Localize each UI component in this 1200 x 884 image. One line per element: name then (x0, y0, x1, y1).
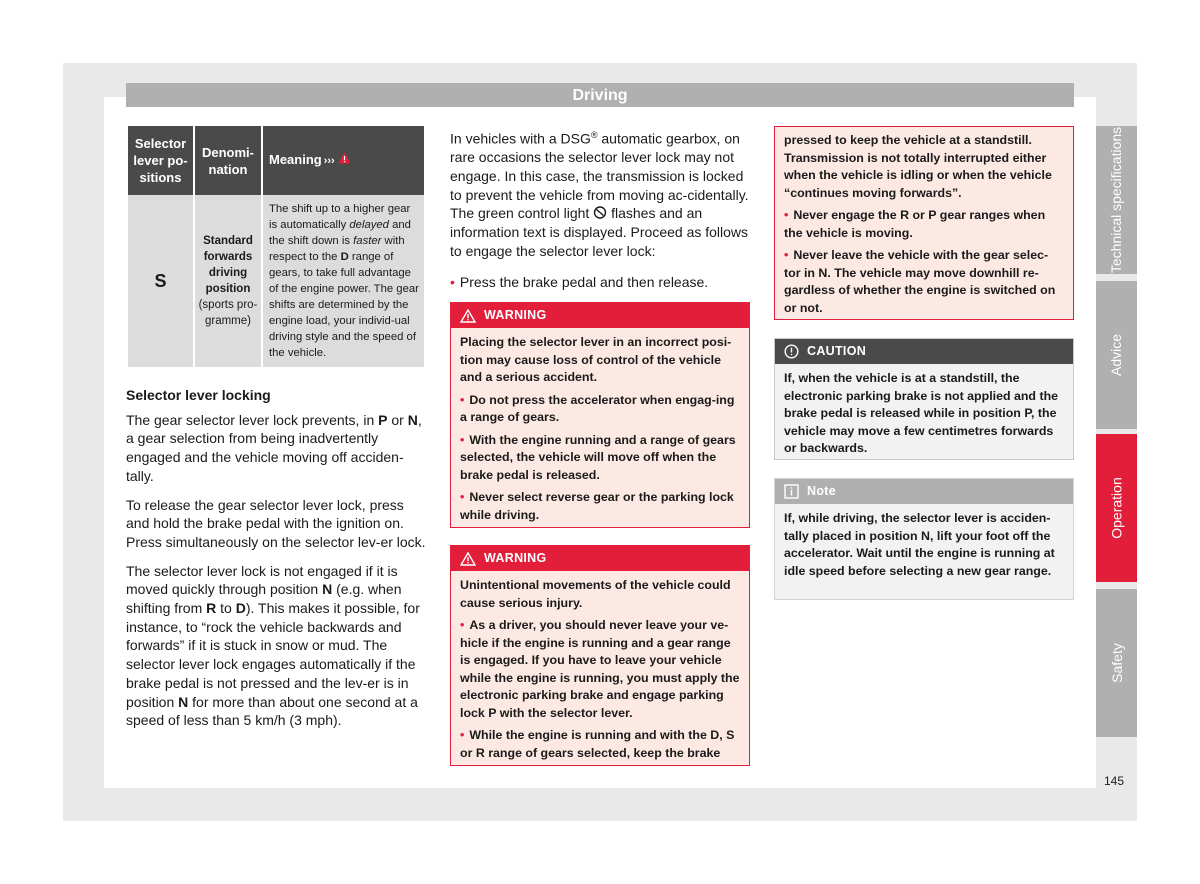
selector-lever-locking-section (126, 386, 426, 740)
warning-intro: Unintentional movements of the vehicle could cause serious injury. (460, 578, 731, 610)
step-item: • Press the brake pedal and then release. (450, 273, 709, 290)
section-heading: Selector lever locking (126, 387, 271, 403)
note-text: If, while driving, the selector lever is acciden-tally placed in position N, lift your foot off the accelerator. Wait until the engine is running at idle speed before selecting a new gear range. (784, 511, 1055, 578)
page-title: Driving (126, 83, 1074, 107)
table-cell: The shift up to a higher gear is automatically delayed and the shift down is faster with respect to the D range of gears, to take full advantage of the engine power. The gear shifts are determined by the engine load, your individ-ual driving style and the speed of the vehicle. (263, 195, 424, 367)
paragraph: To release the gear selector lever lock, press and hold the brake pedal with the ignition on. Press simultaneously on the selector lev-er lock. (126, 496, 426, 550)
table-header-cell: Denomi-nation (195, 126, 261, 195)
warning-header: WARNING (451, 546, 749, 571)
list-item: • With the engine running and a range of gears selected, the vehicle will move off when the brake pedal is released. (460, 432, 736, 482)
warning-triangle-icon (338, 152, 351, 164)
list-item: • As a driver, you should never leave your ve-hicle if the engine is running and a gear range is engaged. If you have to leave your vehicle while the engine is running, you must apply the electronic parking brake and engage parking lock P with the selector lever. (460, 618, 740, 720)
warning-header: WARNING (451, 303, 749, 328)
list-item: • While the engine is running and with the D, S or R range of gears selected, keep the brake (460, 728, 735, 760)
paragraph: In vehicles with a DSG® automatic gearbox, on rare occasions the selector lever lock may not engage. In this case, the transmission is locked to prevent the vehicle from moving ac-cidentally. The green control light flashes and an information text is displayed. Proceed as follows to engage the selector lever lock: (450, 130, 749, 259)
tab-advice[interactable]: Advice (1096, 281, 1137, 429)
note-header: Note (775, 479, 1073, 504)
paragraph: The selector lever lock is not engaged if it is moved quickly through position N (e.g. when shifting from R to D). This makes it possible, for instance, to “rock the vehicle backwards and forwards” if it is stuck in snow or mud. The selector lever lock engages automatically if the brake pedal is not pressed and the lev-er is in position N for more than about one second at a speed of less than 5 km/h (3 mph). (126, 562, 420, 729)
warning-intro: pressed to keep the vehicle at a standstill. Transmission is not totally interrupted either when the vehicle is idling or when the vehicle “continues moving forwards”. (784, 133, 1052, 200)
table-header-cell: Selector lever po-sitions (128, 126, 193, 195)
page-number: 145 (1103, 774, 1124, 788)
table-row: S (128, 195, 193, 367)
warning-triangle-icon (460, 552, 476, 566)
list-item: • Never select reverse gear or the parking lock while driving. (460, 490, 734, 522)
dsg-section (450, 126, 750, 301)
paragraph: The gear selector lever lock prevents, in P or N, a gear selection from being inadvertently engaged and the vehicle moving off acciden-tally. (126, 411, 422, 484)
caution-box (774, 338, 1074, 460)
warning-box (450, 302, 750, 528)
warning-continued-box (774, 126, 1074, 320)
list-item: • Do not press the accelerator when engag-ing a range of gears. (460, 392, 735, 424)
warning-box (450, 545, 750, 766)
bullet-icon: • (450, 273, 455, 290)
tab-operation[interactable]: Operation (1096, 434, 1137, 582)
gear-positions-table (126, 126, 426, 367)
list-item: • Never leave the vehicle with the gear selec-tor in N. The vehicle may move downhill re-gardless of whether the engine is switched on or not. (784, 248, 1056, 315)
table-header-cell: Meaning ››› (263, 126, 424, 195)
list-item: • Never engage the R or P gear ranges when the vehicle is moving. (784, 208, 1046, 240)
warning-intro: Placing the selector lever in an incorrect posi-tion may cause loss of control of the vehicle and a serious accident. (460, 335, 732, 384)
warning-triangle-icon (460, 309, 476, 323)
note-info-icon (784, 484, 799, 499)
caution-circle-icon (784, 344, 799, 359)
note-box (774, 478, 1074, 600)
arrow-chevrons-icon: ››› (323, 155, 335, 167)
caution-header: CAUTION (775, 339, 1073, 364)
caution-text: If, when the vehicle is at a standstill, the electronic parking brake is not applied and the brake pedal is released while in position P, the vehicle may move a few centimetres forwards or backwards. (784, 371, 1059, 455)
tab-safety[interactable]: Safety (1096, 589, 1137, 737)
table-cell: Standard forwards driving position (sports pro-gramme) (195, 195, 261, 367)
control-light-icon (593, 206, 607, 219)
tab-technical-specifications[interactable]: Technical specifications (1096, 126, 1137, 274)
